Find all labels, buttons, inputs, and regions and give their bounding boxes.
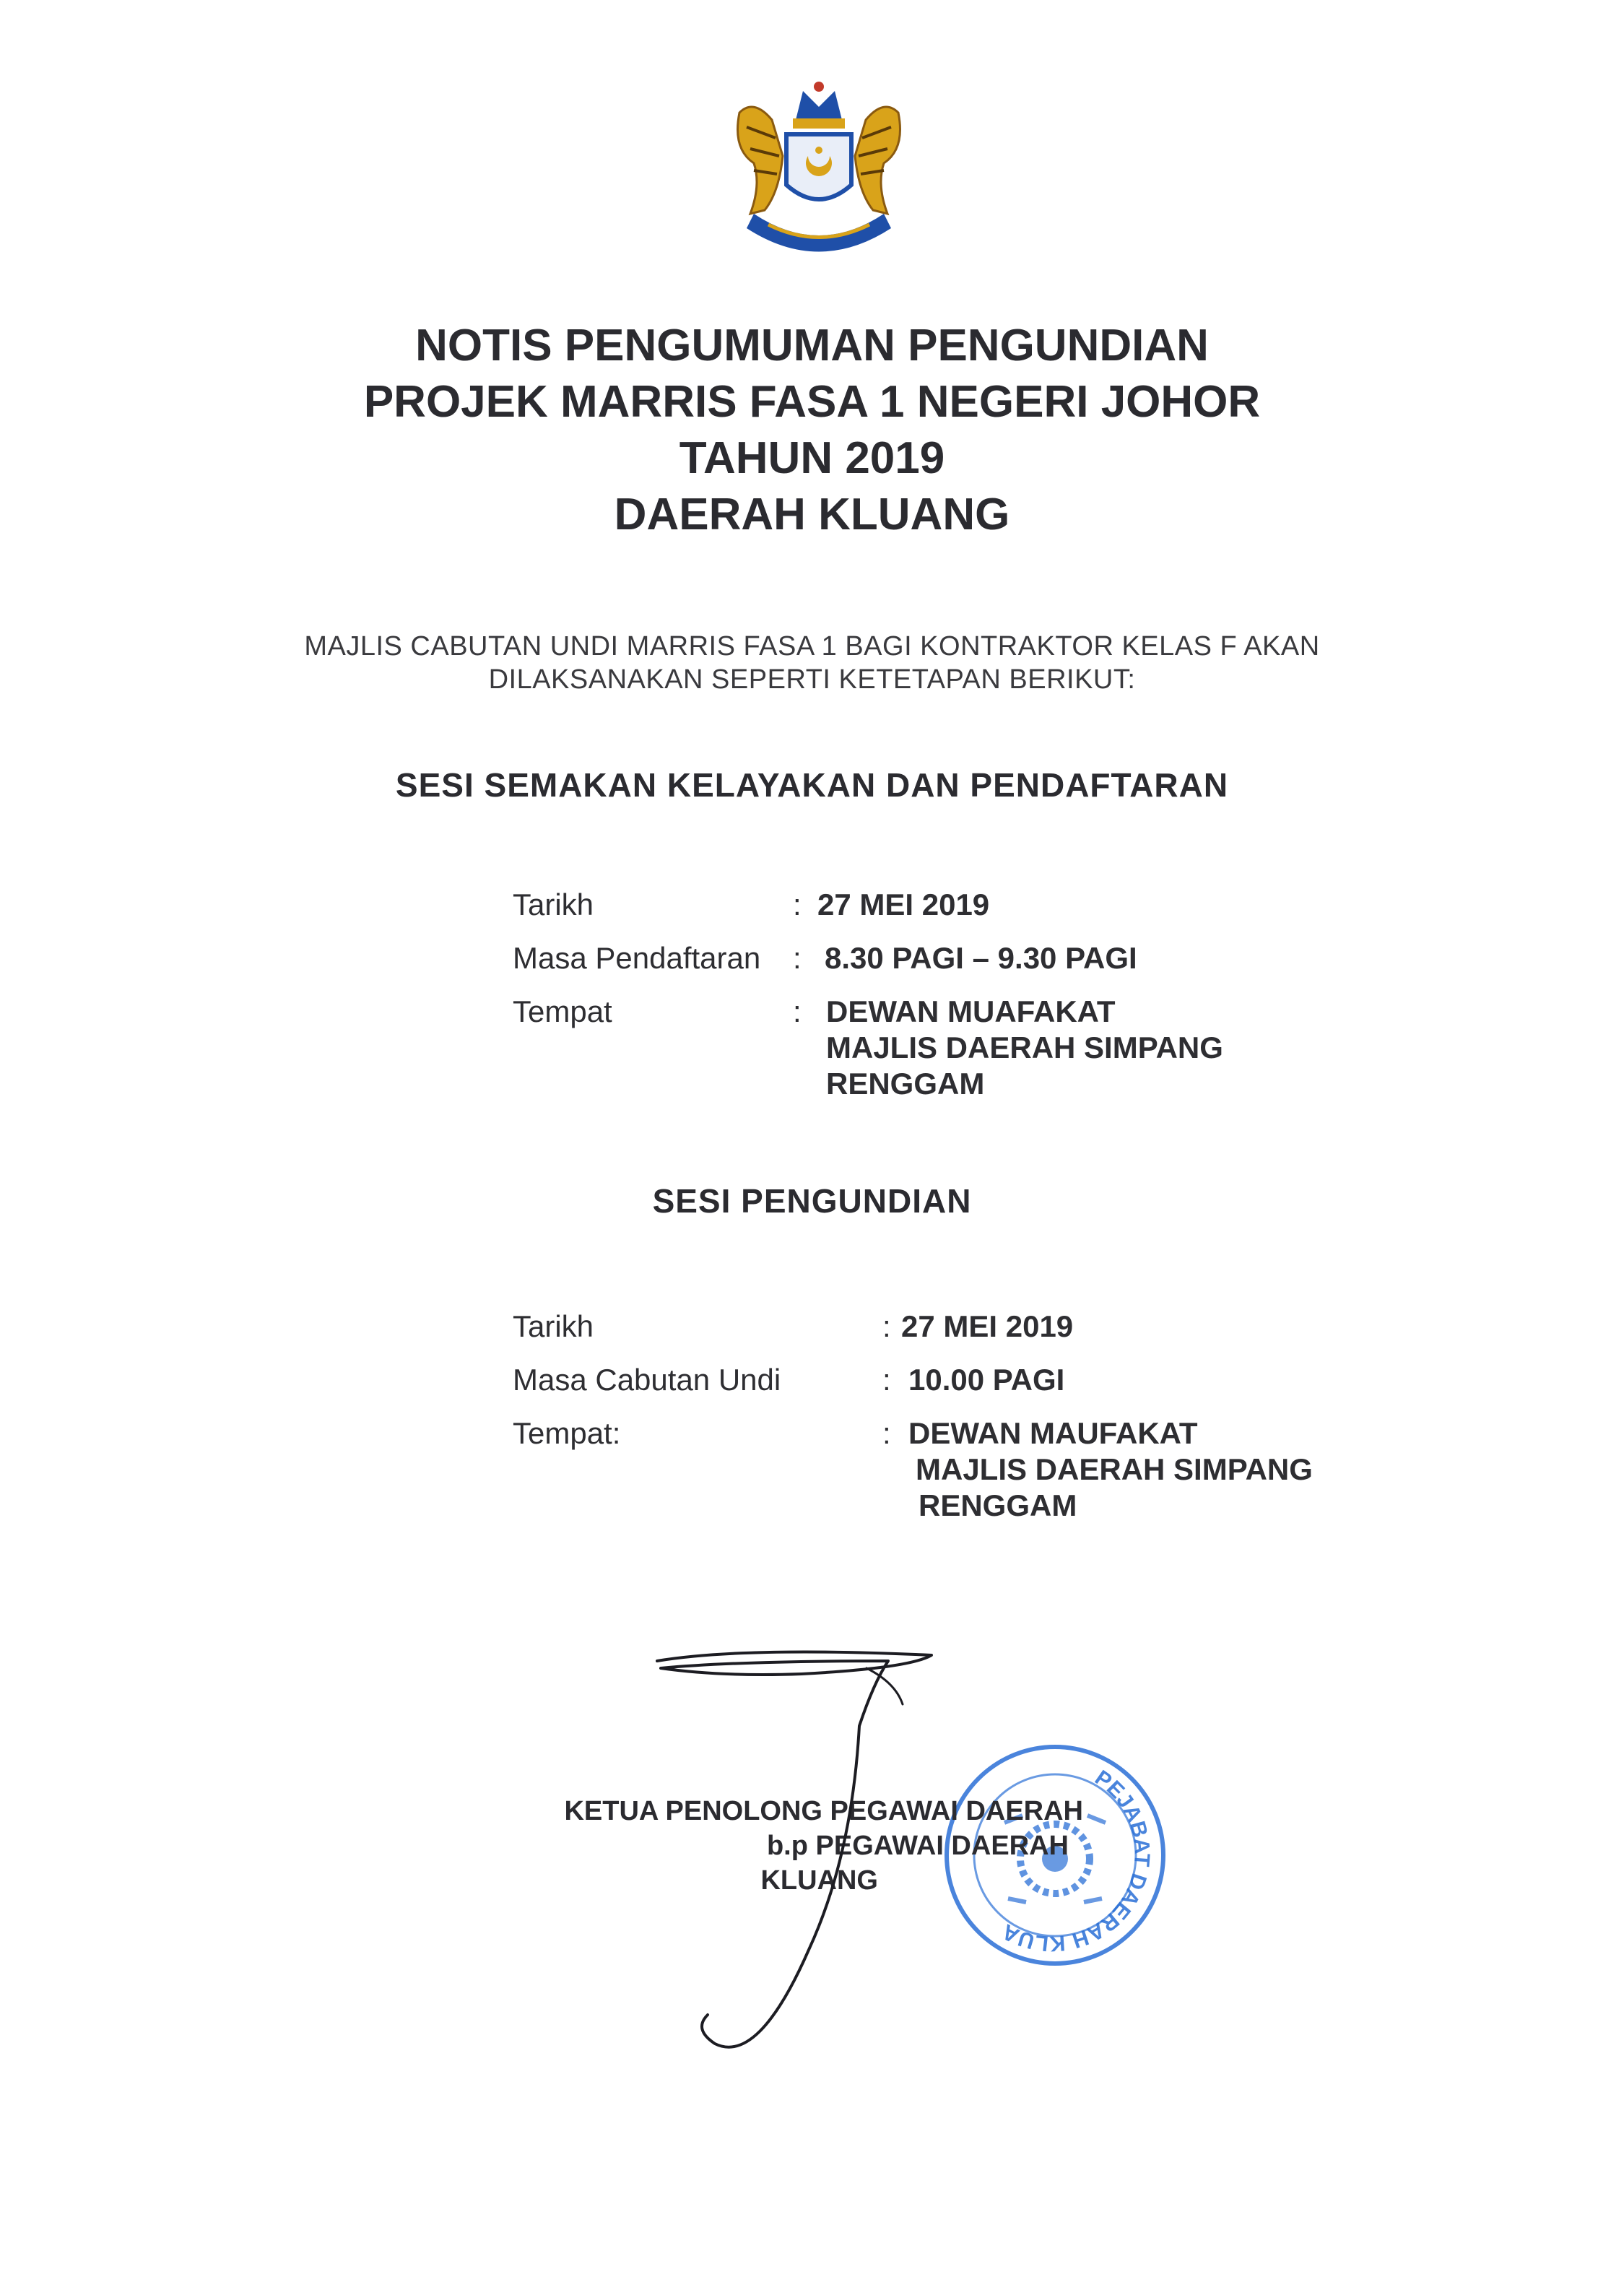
row-label: Tarikh — [513, 888, 594, 921]
venue-line-2: MAJLIS DAERAH SIMPANG — [916, 1452, 1313, 1486]
stamp-text: PEJABAT DAERAH KLUANG — [998, 1766, 1155, 1956]
title-line-1: NOTIS PENGUMUMAN PENGUNDIAN — [415, 321, 1209, 370]
draw-time-value: 10.00 PAGI — [908, 1363, 1065, 1397]
venue-line-3: RENGGAM — [919, 1488, 1077, 1522]
handwritten-signature — [635, 1639, 968, 2087]
row-label: Tempat — [513, 994, 612, 1028]
draw-date-value: 27 MEI 2019 — [901, 1309, 1074, 1343]
signatory-on-behalf: b.p PEGAWAI DAERAH — [766, 1831, 1069, 1861]
venue-line-3: RENGGAM — [826, 1067, 985, 1101]
registration-session-heading: SESI SEMAKAN KELAYAKAN DAN PENDAFTARAN — [395, 766, 1229, 804]
johor-crest-emblem — [711, 69, 927, 264]
row-label: Tarikh — [513, 1309, 594, 1343]
row-colon: : — [793, 888, 802, 921]
signatory-district: KLUANG — [760, 1865, 878, 1896]
draw-session-heading: SESI PENGUNDIAN — [652, 1182, 972, 1220]
row-colon: : — [793, 941, 802, 975]
title-line-2: PROJEK MARRIS FASA 1 NEGERI JOHOR — [363, 377, 1261, 427]
intro-line-2: DILAKSANAKAN SEPERTI KETETAPAN BERIKUT: — [488, 664, 1136, 695]
intro-paragraph — [0, 630, 1624, 696]
venue-line-1: DEWAN MAUFAKAT — [908, 1416, 1198, 1450]
registration-date-value: 27 MEI 2019 — [817, 888, 990, 921]
venue-line-1: DEWAN MUAFAKAT — [826, 994, 1116, 1028]
row-colon: : — [793, 994, 802, 1028]
row-label: Tempat: — [513, 1416, 621, 1450]
title-line-3: TAHUN 2019 — [679, 433, 945, 483]
registration-venue-value — [826, 994, 1223, 1102]
row-label: Masa Pendaftaran — [513, 941, 761, 975]
draw-venue-value — [908, 1415, 1313, 1524]
title-line-4: DAERAH KLUANG — [614, 490, 1010, 539]
venue-line-2: MAJLIS DAERAH SIMPANG — [826, 1031, 1223, 1064]
row-label: Masa Cabutan Undi — [513, 1363, 781, 1397]
signatory-title: KETUA PENOLONG PEGAWAI DAERAH — [564, 1796, 1083, 1826]
registration-time-value: 8.30 PAGI – 9.30 PAGI — [825, 941, 1137, 975]
intro-line-1: MAJLIS CABUTAN UNDI MARRIS FASA 1 BAGI KONTRAKTOR KELAS F AKAN — [304, 631, 1320, 661]
row-colon: : — [882, 1363, 891, 1397]
row-colon: : — [882, 1416, 891, 1450]
row-colon: : — [882, 1309, 891, 1343]
notice-title — [0, 318, 1624, 543]
